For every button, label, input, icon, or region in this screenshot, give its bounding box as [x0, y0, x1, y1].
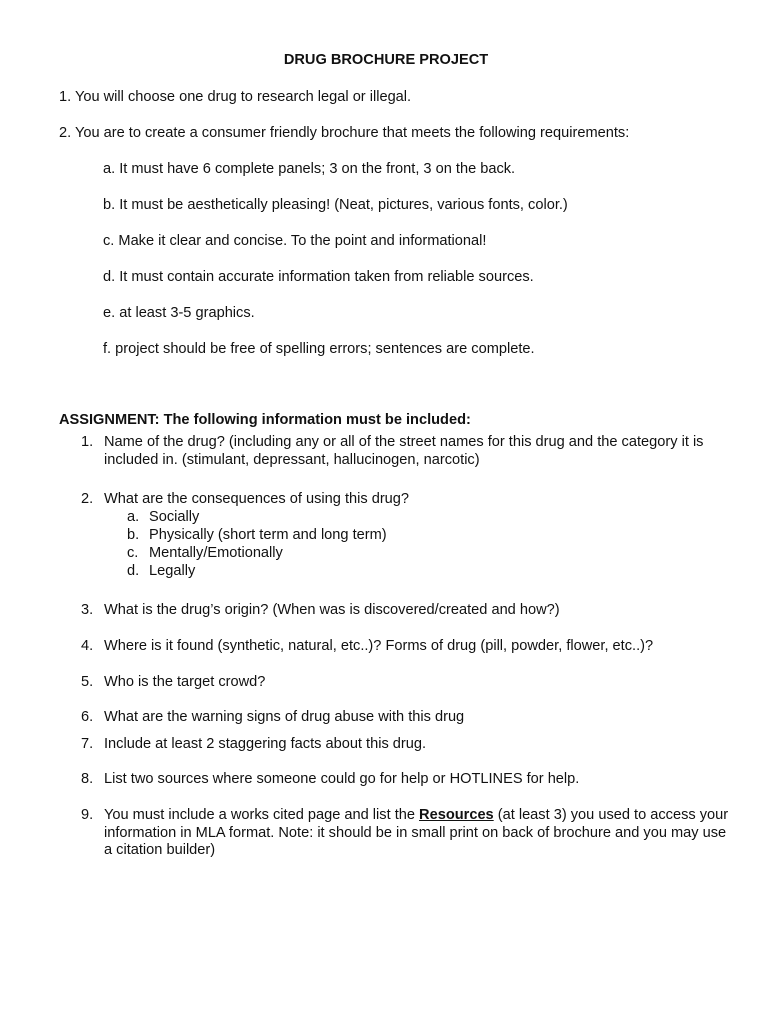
requirement-a: a. It must have 6 complete panels; 3 on the front, 3 on the back.	[103, 161, 516, 177]
item-text: Where is it found (synthetic, natural, etc..)? Forms of drug (pill, powder, flower, etc..)?	[104, 638, 654, 654]
consequence-text: Mentally/Emotionally	[149, 545, 283, 561]
list-item	[81, 602, 731, 620]
consequence-letter: d.	[127, 563, 140, 579]
consequence-letter: b.	[127, 527, 140, 543]
list-item	[81, 771, 731, 789]
item-text: What are the consequences of using this drug?	[104, 491, 410, 507]
page-title: DRUG BROCHURE PROJECT	[283, 52, 489, 68]
item-number: 1.	[81, 434, 94, 450]
list-item	[81, 709, 731, 727]
item-number: 6.	[81, 709, 94, 725]
requirement-b: b. It must be aesthetically pleasing! (Neat, pictures, various fonts, color.)	[103, 197, 568, 213]
item-text: What is the drug’s origin? (When was is discovered/created and how?)	[104, 602, 560, 618]
item-number: 2.	[81, 491, 94, 507]
item-number: 7.	[81, 736, 94, 752]
resources-emphasis: Resources	[419, 807, 494, 823]
item-text	[104, 807, 731, 860]
requirement-d: d. It must contain accurate information taken from reliable sources.	[103, 269, 534, 285]
list-item	[81, 736, 731, 754]
consequence-item	[127, 545, 283, 563]
intro-line-2: 2. You are to create a consumer friendly brochure that meets the following requirements:	[59, 125, 630, 141]
item-text-before: You must include a works cited page and list the	[104, 807, 420, 823]
item-number: 3.	[81, 602, 94, 618]
list-item	[81, 491, 731, 509]
item-text: Who is the target crowd?	[104, 674, 266, 690]
item-text: Include at least 2 staggering facts about this drug.	[104, 736, 427, 752]
assignment-heading: ASSIGNMENT: The following information must be included:	[59, 412, 471, 428]
item-text: List two sources where someone could go for help or HOTLINES for help.	[104, 771, 580, 787]
consequence-item	[127, 527, 387, 545]
item-text: Name of the drug? (including any or all of the street names for this drug and the category it is included in. (stimulant, depressant, hallucinogen, narcotic)	[104, 434, 704, 468]
consequence-item	[127, 563, 195, 581]
consequence-text: Legally	[149, 563, 196, 579]
item-number: 4.	[81, 638, 94, 654]
consequence-letter: c.	[127, 545, 139, 561]
item-number: 8.	[81, 771, 94, 787]
list-item	[81, 807, 731, 860]
consequence-text: Socially	[149, 509, 200, 525]
item-number: 5.	[81, 674, 94, 690]
item-number: 9.	[81, 807, 94, 823]
consequence-item	[127, 509, 199, 527]
list-item	[81, 434, 731, 469]
requirement-f: f. project should be free of spelling errors; sentences are complete.	[103, 341, 535, 357]
intro-line-1: 1. You will choose one drug to research legal or illegal.	[59, 89, 412, 105]
list-item	[81, 638, 731, 656]
requirement-c: c. Make it clear and concise. To the point and informational!	[103, 233, 487, 249]
consequence-letter: a.	[127, 509, 140, 525]
requirement-e: e. at least 3-5 graphics.	[103, 305, 255, 321]
item-text: What are the warning signs of drug abuse with this drug	[104, 709, 465, 725]
item-text-after: (at least 3) you used to access your information in MLA format. Note: it should be in small print on back of brochure and you may use a citation builder)	[104, 807, 729, 859]
consequence-text: Physically (short term and long term)	[149, 527, 387, 543]
list-item	[81, 674, 731, 692]
